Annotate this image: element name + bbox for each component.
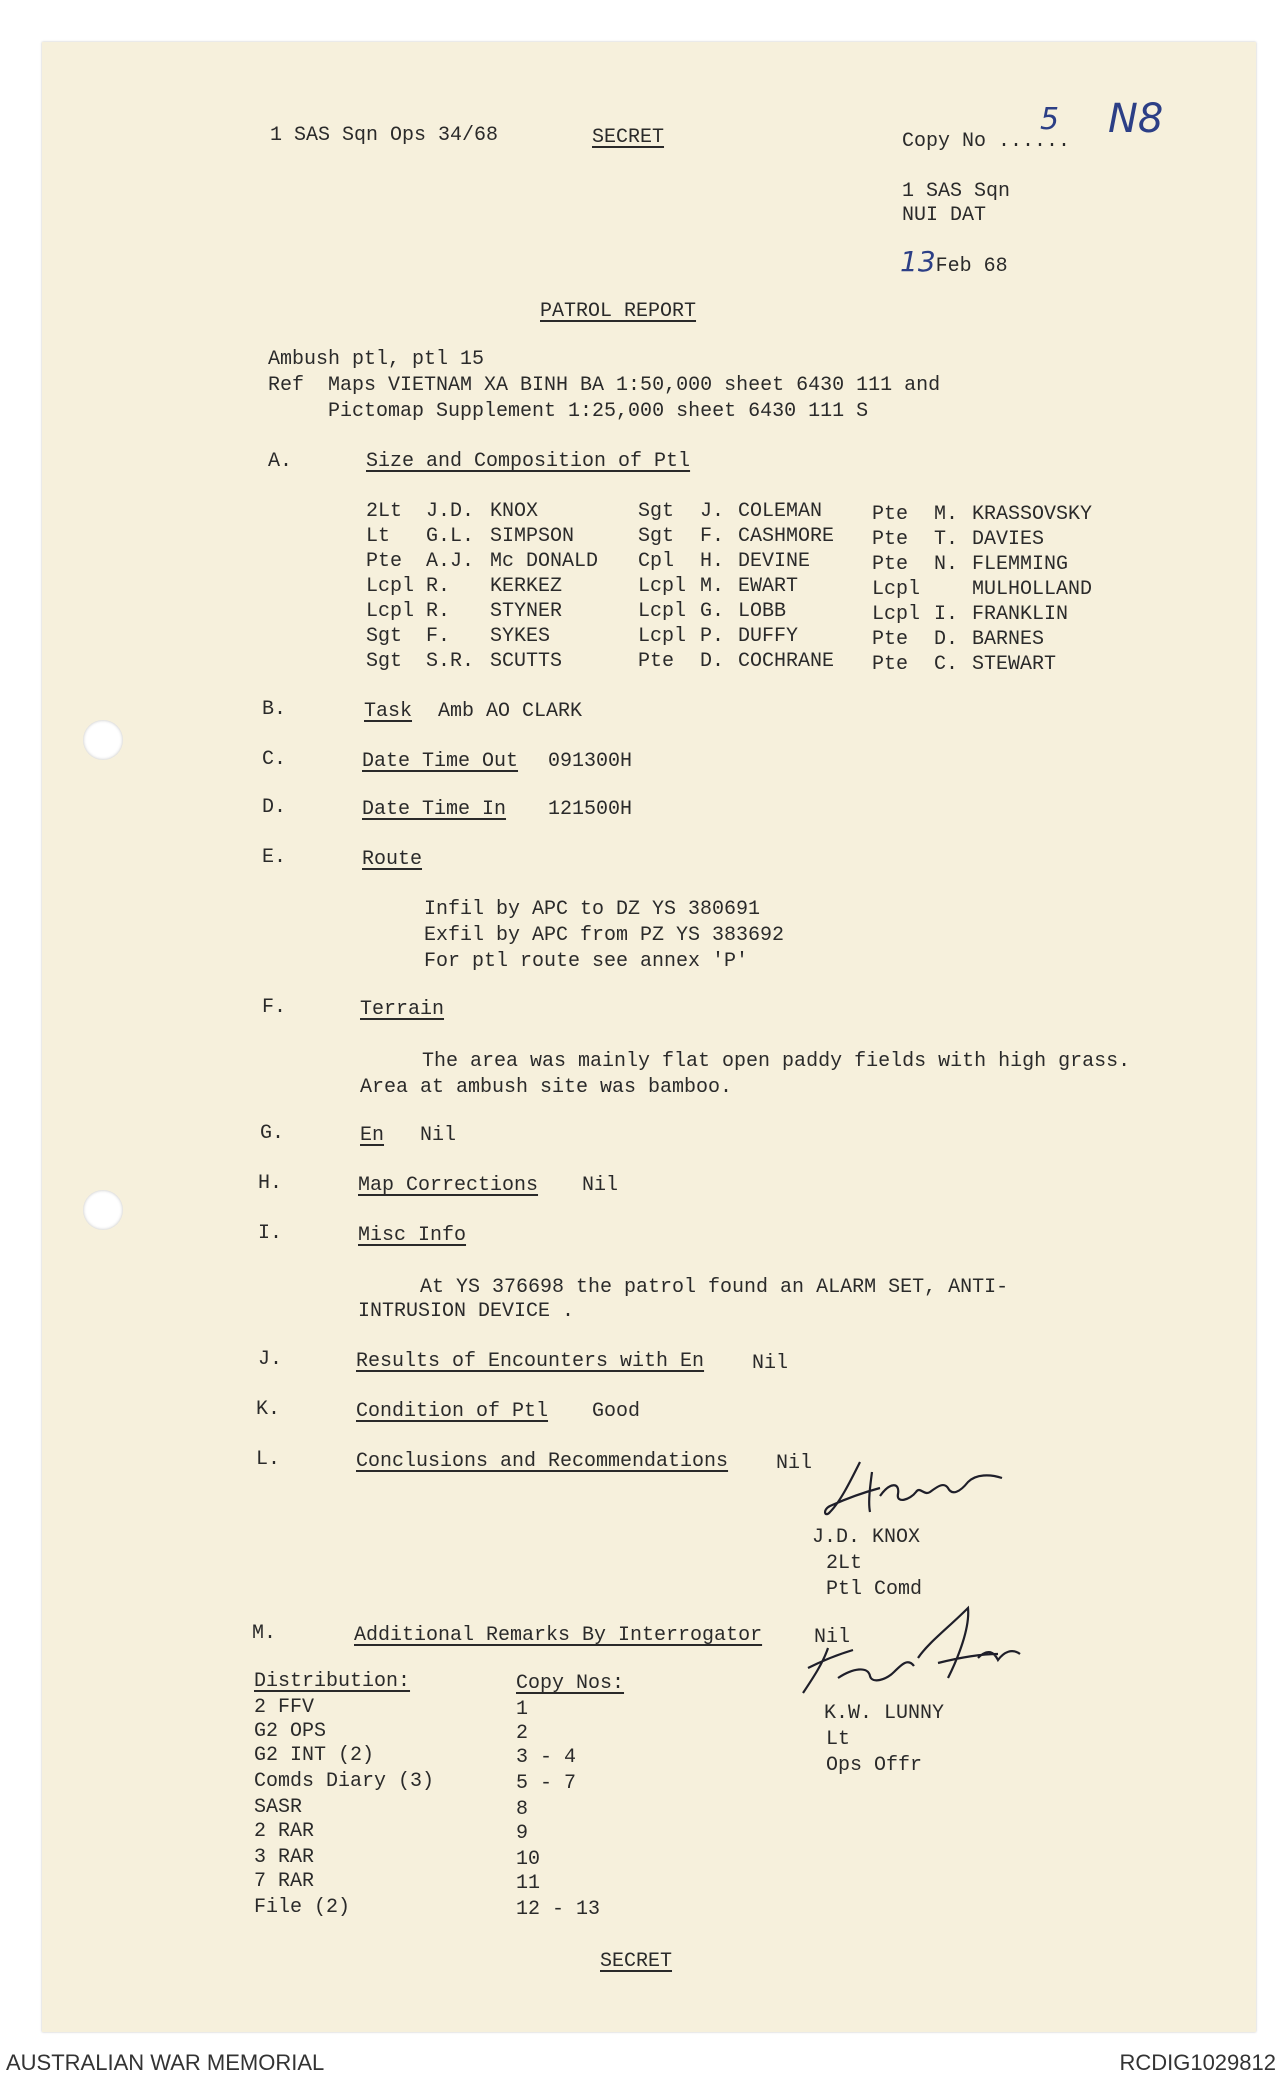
member-rank: Pte [872,628,909,651]
distribution-copy: 5 - 7 [516,1772,577,1795]
member-initials: S.R. [426,650,475,673]
member-initials: J.D. [426,500,475,523]
section-value-h: Nil [582,1174,619,1197]
signatory1-name: J.D. KNOX [812,1526,921,1549]
member-surname: BARNES [972,628,1045,651]
report-date [900,245,1008,279]
distribution-copy: 1 [516,1698,529,1721]
member-surname: KNOX [490,500,539,523]
member-rank: Lcpl [872,578,921,601]
member-initials: M. [700,575,725,598]
member-surname: LOBB [738,600,787,623]
member-surname: STEWART [972,653,1057,676]
section-value-c: 091300H [548,750,633,773]
member-rank: 2Lt [366,500,403,523]
member-rank: Lcpl [638,575,687,598]
map-reference-line1: Ref Maps VIETNAM XA BINH BA 1:50,000 sheet 6430 111 and [268,374,941,397]
member-surname: DUFFY [738,625,799,648]
member-surname: MULHOLLAND [972,578,1093,601]
section-heading-a: Size and Composition of Ptl [366,450,691,473]
signatory1-role: Ptl Comd [826,1578,923,1601]
member-surname: COLEMAN [738,500,823,523]
distribution-copy: 12 - 13 [516,1898,601,1921]
section-letter-i: I. [258,1222,283,1245]
copy-label: Copy No [902,130,987,153]
section-value-b: Amb AO CLARK [438,700,583,723]
section-value-m: Nil [814,1626,851,1649]
section-heading-j: Results of Encounters with En [356,1350,705,1373]
member-surname: KERKEZ [490,575,563,598]
section-heading-c: Date Time Out [362,750,519,773]
member-initials: P. [700,625,725,648]
section-value-d: 121500H [548,798,633,821]
unit-name: 1 SAS Sqn [902,180,1011,203]
member-surname: FLEMMING [972,553,1069,576]
archive-caption-right: RCDIG1029812 [1119,2050,1276,2075]
member-rank: Lcpl [366,575,415,598]
member-rank: Lt [366,525,391,548]
section-heading-d: Date Time In [362,798,507,821]
member-rank: Pte [872,553,909,576]
signature-knox [820,1452,1010,1532]
section-letter-l: L. [256,1448,281,1471]
member-initials: H. [700,550,725,573]
classification-bottom: SECRET [600,1950,673,1973]
document-reference: 1 SAS Sqn Ops 34/68 [270,124,499,147]
distribution-copy: 10 [516,1848,541,1871]
unit-location: NUI DAT [902,204,987,227]
signatory2-role: Ops Offr [826,1754,923,1777]
archive-caption-left: AUSTRALIAN WAR MEMORIAL [6,2050,325,2075]
member-initials: G.L. [426,525,475,548]
date-month-year: Feb 68 [935,255,1008,278]
member-surname: KRASSOVSKY [972,503,1093,526]
member-initials: G. [700,600,725,623]
member-initials: D. [700,650,725,673]
member-initials: F. [426,625,451,648]
copy-dots: ...... [998,130,1071,153]
distribution-copy: 3 - 4 [516,1746,577,1769]
member-rank: Pte [872,653,909,676]
member-surname: CASHMORE [738,525,835,548]
distribution-copy: 8 [516,1798,529,1821]
section-letter-g: G. [260,1122,285,1145]
distribution-recipient: 3 RAR [254,1846,315,1869]
member-initials: M. [934,503,959,526]
member-initials: J. [700,500,725,523]
member-surname: SYKES [490,625,551,648]
member-rank: Cpl [638,550,675,573]
section-letter-m: M. [252,1622,277,1645]
member-row [366,500,402,523]
distribution-recipient: 2 FFV [254,1696,315,1719]
date-day-handwritten: 13 [900,245,936,278]
member-initials: C. [934,653,959,676]
section-letter-e: E. [262,846,287,869]
distribution-copy: 9 [516,1822,529,1845]
route-annex: For ptl route see annex 'P' [424,950,749,973]
section-heading-b: Task [364,700,413,723]
section-heading-e: Route [362,848,423,871]
distribution-copy: 11 [516,1872,541,1895]
member-surname: STYNER [490,600,563,623]
distribution-recipient: G2 OPS [254,1720,327,1743]
signatory2-name: K.W. LUNNY [824,1702,945,1725]
report-title: PATROL REPORT [540,300,697,323]
member-rank: Lcpl [872,603,921,626]
misc-info-line1: At YS 376698 the patrol found an ALARM SET, ANTI- [420,1276,1009,1299]
member-initials: T. [934,528,959,551]
member-surname: EWART [738,575,799,598]
member-rank: Pte [638,650,675,673]
member-surname: Mc DONALD [490,550,599,573]
member-rank: Sgt [366,650,403,673]
signatory2-rank: Lt [826,1728,851,1751]
member-rank: Lcpl [366,600,415,623]
member-initials: D. [934,628,959,651]
section-heading-k: Condition of Ptl [356,1400,549,1423]
distribution-recipient: File (2) [254,1896,351,1919]
member-rank: Sgt [366,625,403,648]
member-surname: DAVIES [972,528,1045,551]
member-rank: Sgt [638,500,675,523]
member-initials: I. [934,603,959,626]
member-rank: Pte [872,503,909,526]
handwritten-annotation: N8 [1108,96,1164,142]
route-exfil: Exfil by APC from PZ YS 383692 [424,924,785,947]
section-letter-c: C. [262,748,287,771]
punch-hole-top [83,720,123,760]
misc-info-line2: INTRUSION DEVICE . [358,1300,575,1323]
section-letter-d: D. [262,796,287,819]
distribution-heading: Distribution: [254,1670,411,1693]
patrol-description: Ambush ptl, ptl 15 [268,348,485,371]
distribution-recipient: Comds Diary (3) [254,1770,435,1793]
section-letter-a: A. [268,450,293,473]
distribution-recipient: G2 INT (2) [254,1744,375,1767]
member-initials: R. [426,575,451,598]
distribution-recipient: SASR [254,1796,303,1819]
member-initials: R. [426,600,451,623]
member-initials: F. [700,525,725,548]
member-rank: Lcpl [638,625,687,648]
document-page [42,42,1256,2032]
section-value-k: Good [592,1400,641,1423]
section-heading-i: Misc Info [358,1224,467,1247]
member-surname: SIMPSON [490,525,575,548]
classification-top: SECRET [592,126,665,149]
member-rank: Lcpl [638,600,687,623]
section-letter-j: J. [258,1348,283,1371]
signatory1-rank: 2Lt [826,1552,863,1575]
copy-numbers-heading: Copy Nos: [516,1672,625,1695]
distribution-recipient: 7 RAR [254,1870,315,1893]
map-reference-line2: Pictomap Supplement 1:25,000 sheet 6430 111 S [268,400,869,423]
member-surname: FRANKLIN [972,603,1069,626]
section-value-l: Nil [776,1452,813,1475]
member-surname: COCHRANE [738,650,835,673]
terrain-line2: Area at ambush site was bamboo. [360,1076,733,1099]
section-heading-h: Map Corrections [358,1174,539,1197]
punch-hole-bottom [83,1190,123,1230]
route-infil: Infil by APC to DZ YS 380691 [424,898,761,921]
member-initials: N. [934,553,959,576]
member-initials: A.J. [426,550,475,573]
distribution-copy: 2 [516,1722,529,1745]
member-surname: DEVINE [738,550,811,573]
member-rank: Pte [872,528,909,551]
member-surname: SCUTTS [490,650,563,673]
member-rank: Pte [366,550,403,573]
member-rank: Sgt [638,525,675,548]
terrain-line1: The area was mainly flat open paddy fields with high grass. [422,1050,1131,1073]
section-letter-f: F. [262,996,287,1019]
section-letter-h: H. [258,1172,283,1195]
section-letter-b: B. [262,698,287,721]
section-value-g: Nil [420,1124,457,1147]
section-value-j: Nil [752,1352,789,1375]
distribution-recipient: 2 RAR [254,1820,315,1843]
section-heading-m: Additional Remarks By Interrogator [354,1624,763,1647]
section-letter-k: K. [256,1398,281,1421]
signature-lunny [798,1588,1038,1708]
copy-number-handwritten: 5 [1040,102,1060,137]
section-heading-g: En [360,1124,385,1147]
section-heading-l: Conclusions and Recommendations [356,1450,729,1473]
section-heading-f: Terrain [360,998,445,1021]
